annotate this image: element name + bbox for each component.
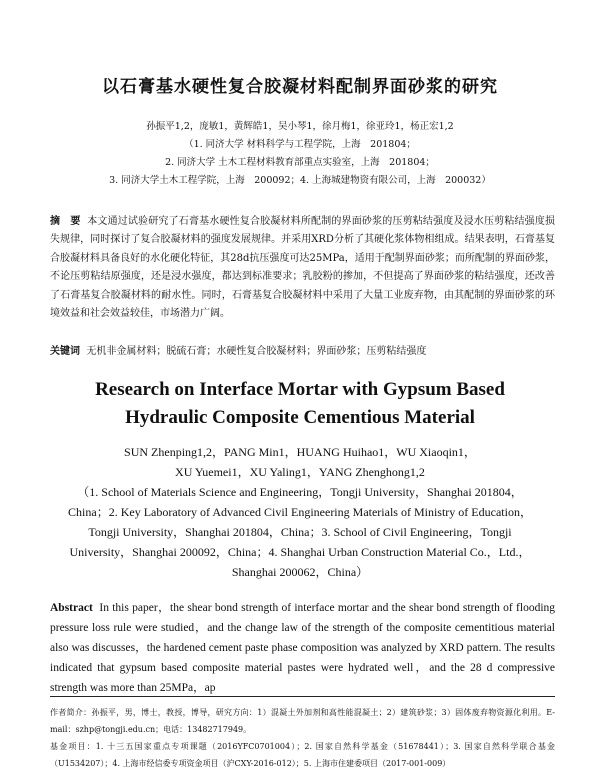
english-title-line-1: Research on Interface Mortar with Gypsum Based (95, 379, 505, 400)
chinese-abstract-label: 摘 要 (50, 216, 81, 227)
footnote-divider (50, 696, 555, 697)
chinese-affiliation-line-3: 3. 同济大学土木工程学院，上海 200092；4. 上海城建物资有限公司，上海 200032） (109, 175, 491, 186)
english-abstract-label: Abstract (50, 602, 93, 614)
chinese-abstract (50, 213, 555, 323)
chinese-affiliation-line-1: （1. 同济大学 材料科学与工程学院，上海 201804； (184, 139, 416, 150)
footnote-author-info: 作者简介：孙振平，男，博士，教授，博导，研究方向：1）混凝土外加剂和高性能混凝土；2）建筑砂浆；3）固体废弃物资源化利用。E-mail：szhp@tongji.edu.cn；电话：13482717949。 (50, 708, 555, 734)
english-title-line-2: Hydraulic Composite Cementious Material (125, 407, 475, 428)
footnotes (50, 704, 555, 772)
english-abstract-text: In this paper，the shear bond strength of interface mortar and the shear bond strength of flooding pressure loss rule were studied，and the change law of the strength of the composite cementitious material also was discusses，the hardened cement paste phase composition was analyzed by XRD pattern. The results indicated that gypsum based composite material pastes were hydrated well，and the 28 d compressive strength was more than 25MPa，ap (50, 602, 556, 694)
chinese-affiliation-line-2: 2. 同济大学 土木工程材料教育部重点实验室，上海 201804； (165, 157, 435, 168)
english-abstract (50, 598, 555, 698)
chinese-keywords-label: 关键词 (50, 346, 80, 357)
chinese-keywords-text: 无机非金属材料；脱硫石膏；水硬性复合胶凝材料；界面砂浆；压剪粘结强度 (86, 346, 427, 357)
english-authors-line-2: XU Yuemei1，XU Yaling1，YANG Zhenghong1,2 (175, 465, 425, 479)
english-title (0, 376, 600, 432)
chinese-keywords (50, 342, 555, 357)
english-authors (0, 442, 600, 482)
footnote-funding: 基金项目：1. 十三五国家重点专项课题（2016YFC0701004）；2. 国家自然科学基金（51678441）；3. 国家自然科学联合基金（U1534207）；4. 上海市经信委专项资金项目（沪CXY-2016-012）；5. 上海市住建委项目（2017-001-009） (50, 742, 555, 768)
english-affiliations: （1. School of Materials Science and Engineering，Tongji University，Shanghai 201804，China；2. Key Laboratory of Advanced Civil Engineering Materials of Ministry of Education，Tongji University，Shanghai 201804，China；3. School of Civil Engineering，Tongji University，Shanghai 200092，China；4. Shanghai Urban Construction Material Co.，Ltd.，Shanghai 200062，China） (68, 485, 532, 579)
chinese-abstract-text: 本文通过试验研究了石膏基水硬性复合胶凝材料所配制的界面砂浆的压剪粘结强度及浸水压剪粘结强度损失规律，同时探讨了复合胶凝材料的强度发展规律。并采用XRD分析了其硬化浆体物相组成。结果表明，石膏基复合胶凝材料具备良好的水化硬化特征，其28d抗压强度可达25MPa，适用于配制界面砂浆；而所配制的界面砂浆，不论压剪粘结原强度，还是浸水强度，都达到标准要求；乳胶粉的掺加，不但提高了界面砂浆的粘结强度，还改善了石膏基复合胶凝材料的耐水性。同时，石膏基复合胶凝材料中采用了大量工业废弃物，由其配制的界面砂浆的环境效益和社会效益较佳，市场潜力广阔。 (50, 216, 556, 320)
english-authors-line-1: SUN Zhenping1,2，PANG Min1，HUANG Huihao1，WU Xiaoqin1， (124, 445, 476, 459)
chinese-authors: 孙振平1,2，庞敏1，黄辉皓1，吴小琴1，徐月梅1，徐亚玲1，杨正宏1,2 (146, 121, 454, 132)
chinese-title: 以石膏基水硬性复合胶凝材料配制界面砂浆的研究 (102, 77, 498, 97)
